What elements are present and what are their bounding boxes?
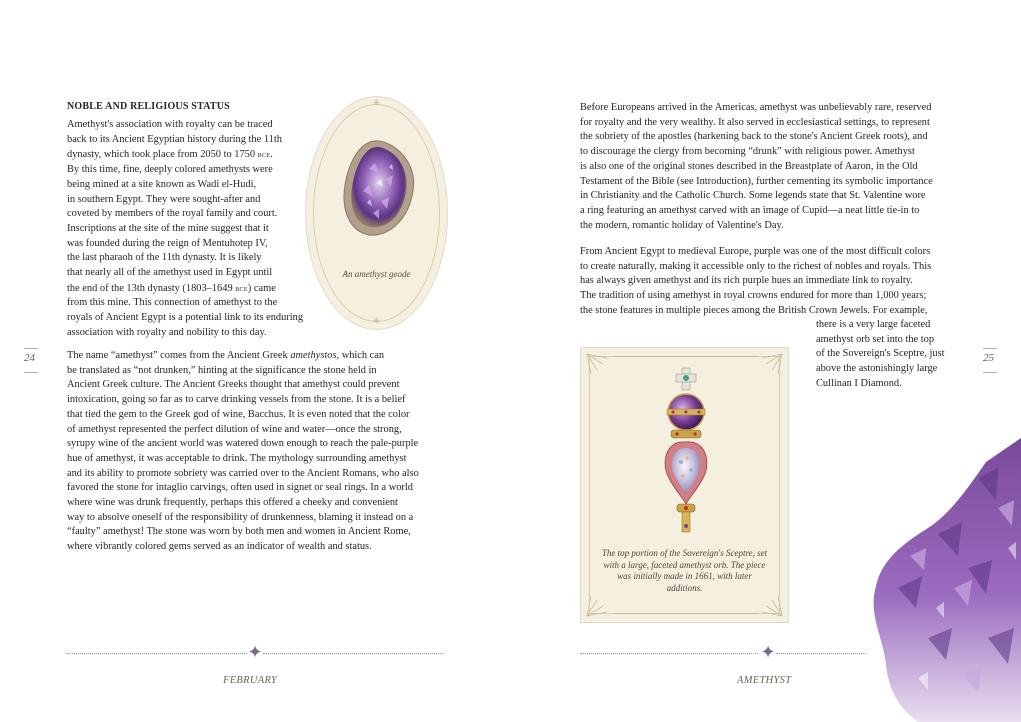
text-line: The name “amethyst” comes from the Ancient Greek amethystos, which can xyxy=(67,350,385,361)
text-line: intoxication, going so far as to carve drinking vessels from the stone. It is a belief xyxy=(67,394,406,406)
text-line: Ancient Greek culture. The Ancient Greeks thought that amethyst could prevent xyxy=(67,379,400,391)
greek-word: amethystos xyxy=(290,350,337,361)
footer-star-icon: ✦ xyxy=(247,642,263,662)
text-line: that nearly all of the amethyst used in Egypt until xyxy=(67,267,273,279)
text-line: that tied the gem to the Greek god of wine, Bacchus. It is even noted that the color xyxy=(67,408,410,420)
sceptre-caption: The top portion of the Sovereign's Sceptre, set with a large, faceted amethyst orb. The piece was initially made in 1661, with later additions. xyxy=(601,548,768,593)
corner-fan-ornament-icon xyxy=(585,594,609,618)
paragraph-royalty xyxy=(67,118,322,341)
text-line: the stone features in multiple pieces among the British Crown Jewels. For example, xyxy=(580,304,928,316)
text-line: syrupy wine of the ancient world was watered down enough to reach the pale-purple xyxy=(67,438,419,450)
text-line: where vibrantly colored gems served as an indicator of wealth and status. xyxy=(67,541,372,553)
card-bottom-rule xyxy=(613,613,758,614)
text-line: Testament of the Bible (see Introduction), further cementing its symbolic importance xyxy=(580,175,933,187)
text-line: the sobriety of the apostles (harkening back to the stone's Ancient Greek roots), and xyxy=(580,131,928,143)
text-line: of amethyst represented the perfect dilution of wine and water—once the strong, xyxy=(67,423,402,435)
text-line: to create naturally, making it accessible only to the richest of nobles and royals. This xyxy=(580,260,932,272)
text-line: From Ancient Egypt to medieval Europe, purple was one of the most difficult colors xyxy=(580,246,931,257)
era-abbrev: bce xyxy=(257,149,271,160)
text-line: favored the stone for intaglio carvings, often used in signet or seal rings. In a world xyxy=(67,482,413,494)
text-line: and its ability to promote sobriety was carried over to the Ancient Romans, who also xyxy=(67,467,419,479)
text-line: from this mine. This connection of amethyst to the xyxy=(67,297,278,309)
era-abbrev: bce xyxy=(235,282,248,293)
page-number-rule xyxy=(983,372,997,373)
card-top-rule xyxy=(613,356,758,357)
sceptre-illustration-card xyxy=(580,347,789,623)
text-line: in southern Egypt. They were sought-after and xyxy=(67,193,261,205)
corner-fan-ornament-icon xyxy=(585,352,609,376)
geode-caption: An amethyst geode xyxy=(342,269,411,279)
text-line: is also one of the original stones described in the Breastplate of Aaron, in the Old xyxy=(580,160,918,172)
page-number-rule xyxy=(983,348,997,349)
footer-divider xyxy=(580,653,758,654)
text-line: coveted by members of the royal family and court. xyxy=(67,208,278,220)
text-line: The tradition of using amethyst in royal crowns endured for more than 1,000 years; xyxy=(580,290,927,302)
text-line: was founded during the reign of Mentuhotep IV, xyxy=(67,237,268,249)
text-line: Inscriptions at the site of the mine suggest that it xyxy=(67,222,269,234)
text-line: in Christianity and the Catholic Church. Some legends state that St. Valentine wore xyxy=(580,190,926,202)
text-line: there is a very large faceted xyxy=(816,319,931,330)
footer-divider xyxy=(67,653,247,654)
text-line: of the Sovereign's Sceptre, just xyxy=(816,348,945,360)
star-ornament-icon: ✳ xyxy=(372,316,381,327)
text-line: where wine was drunk frequently, perhaps this offered a cheeky and convenient xyxy=(67,497,398,509)
page-number-rule xyxy=(24,372,38,373)
footer-divider xyxy=(776,653,866,654)
corner-fan-ornament-icon xyxy=(760,352,784,376)
text-line: dynasty, which took place from 2050 to 1750 bce. xyxy=(67,149,273,161)
sovereigns-sceptre-image xyxy=(657,366,715,536)
star-ornament-icon: ✳ xyxy=(372,98,381,109)
text-line: to discourage the clergy from becoming “drunk” with religious power. Amethyst xyxy=(580,146,915,158)
text-line: Cullinan I Diamond. xyxy=(816,377,902,389)
footer-stone-label: AMETHYST xyxy=(737,675,792,686)
footer-divider xyxy=(263,653,443,654)
text-line: way to absolve oneself of the responsibility of drunkenness, blaming it instead on a xyxy=(67,511,414,523)
text-line: royals of Ancient Egypt is a potential link to its enduring xyxy=(67,312,304,324)
text-line: the end of the 13th dynasty (1803–1649 bce) came xyxy=(67,282,276,294)
text-line: “faulty” amethyst! The stone was worn by both men and women in Ancient Rome, xyxy=(67,526,411,538)
page-number-rule xyxy=(24,348,38,349)
text-line: above the astonishingly large xyxy=(816,363,938,375)
text-line: By this time, fine, deeply colored amethysts were xyxy=(67,164,273,176)
section-heading: NOBLE AND RELIGIOUS STATUS xyxy=(67,101,230,112)
text-line: association with royalty and nobility to this day. xyxy=(67,326,267,338)
amethyst-cluster-image xyxy=(858,438,1021,722)
text-line: for royalty and the very wealthy. It also served in ecclesiastical settings, to represent xyxy=(580,116,930,128)
text-line: has always given amethyst and its rich purple hues an immediate link to royalty. xyxy=(580,275,913,287)
page-number-right: 25 xyxy=(983,352,994,364)
footer-chapter-label: FEBRUARY xyxy=(223,675,278,686)
text-line: Before Europeans arrived in the Americas, amethyst was unbelievably rare, reserved xyxy=(580,102,932,113)
text-line: the last pharaoh of the 11th dynasty. It is likely xyxy=(67,252,262,264)
text-line: Amethyst's association with royalty can be traced xyxy=(67,119,273,130)
paragraph-name-origin xyxy=(67,349,445,555)
page-number-left: 24 xyxy=(24,352,35,364)
paragraph-purple-royalty xyxy=(580,245,960,319)
text-line: be translated as “not drunken,” hinting at the significance the stone held in xyxy=(67,364,377,376)
text-line: the modern, romantic holiday of Valentine's Day. xyxy=(580,219,784,231)
text-line: back to its Ancient Egyptian history during the 11th xyxy=(67,133,282,145)
text-line: amethyst orb set into the top xyxy=(816,333,935,345)
text-line: hue of amethyst, it was acceptable to drink. The mythology surrounding amethyst xyxy=(67,452,407,464)
corner-fan-ornament-icon xyxy=(760,594,784,618)
paragraph-sceptre xyxy=(816,318,966,392)
geode-illustration-frame xyxy=(305,96,448,330)
text-line: a ring featuring an amethyst carved with an image of Cupid—a neat little tie-in to xyxy=(580,204,920,216)
text-line: being mined at a site known as Wadi el-Hudi, xyxy=(67,178,257,190)
amethyst-geode-image xyxy=(339,139,419,239)
footer-star-icon: ✦ xyxy=(760,642,776,662)
paragraph-rarity xyxy=(580,101,960,233)
